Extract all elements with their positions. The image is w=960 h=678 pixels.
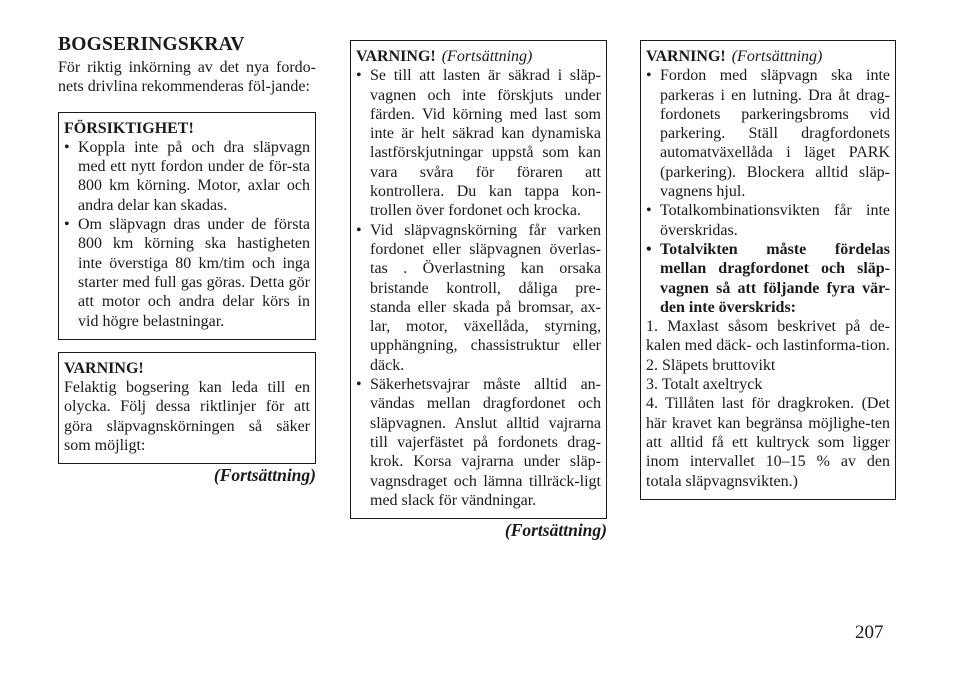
- numbered-item: 1. Maxlast såsom beskrivet på de-kalen med däck- och lastinforma-tion.: [646, 318, 890, 355]
- warning-bullet-bold: • Totalvikten måste fördelas mellan dragfordonet och släp-vagnen så att följande fyra vär-den inte överskrids:: [646, 240, 890, 317]
- warning-box: [58, 352, 316, 464]
- continued-label: (Fortsättning): [504, 520, 607, 541]
- warning-title: VARNING!: [64, 359, 144, 377]
- caution-box: [58, 112, 316, 340]
- numbered-item: 3. Totalt axeltryck: [646, 376, 763, 394]
- page-number: 207: [855, 622, 884, 643]
- warning-title: [356, 47, 601, 66]
- warning-box: [640, 40, 896, 500]
- warning-title: [646, 47, 890, 66]
- column-1: [58, 30, 316, 486]
- intro-paragraph: För riktig inkörning av det nya fordo-nets drivlina rekommenderas föl-jande:: [58, 59, 316, 96]
- warning-bullet: • Fordon med släpvagn ska inte parkeras i en lutning. Dra åt drag-fordonets parkeringsbroms vid parkering. Ställ dragfordonets automatväxellåda i läget PARK (parkering). Blockera alltid släp-vagnens hjul.: [646, 66, 890, 201]
- numbered-item: 4. Tillåten last för dragkroken. (Det här kravet kan begränsa möjlighe-ten att alltid få ett kultryck som ligger inom intervallet 10–15 % av den totala släpvagnsvikten.): [646, 395, 890, 490]
- warning-text: Felaktig bogsering kan leda till en olycka. Följ dessa riktlinjer för att göra släpvagnskörningen så säker som möjligt:: [64, 379, 310, 455]
- column-3: [640, 30, 896, 500]
- warning-title-continued: (Fortsättning): [731, 48, 823, 65]
- warning-title-continued: (Fortsättning): [441, 48, 533, 65]
- warning-box: [350, 40, 607, 519]
- warning-bullet: • Vid släpvagnskörning får varken fordonet eller släpvagnen överlas-tas . Överlastning kan orsaka bristande kontroll, dåliga pre-standa eller skada på bromsar, ax-lar, motor, växellåda, styrning, upphängning, chassistruktur eller däck.: [356, 221, 601, 375]
- warning-bullet: • Se till att lasten är säkrad i släp-vagnen och inte förskjuts under färden. Vid körning med last som inte är helt säkrad kan dynamiska lastförskjutningar uppstå som kan vara svåra för föraren att kontrollera. Du kan tappa kon-trollen över fordonet och krocka.: [356, 66, 601, 220]
- warning-bullet: • Säkerhetsvajrar måste alltid an-vändas mellan dragfordonet och släpvagnen. Anslut alltid vajrarna till vajerfästet på fordonets drag-krok. Korsa vajrarna under släp-vagnsdraget och lämna tillräck-ligt med slack för vändningar.: [356, 375, 601, 510]
- caution-title: FÖRSIKTIGHET!: [64, 119, 194, 137]
- warning-bullet: • Totalkombinationsvikten får inte överskridas.: [646, 201, 890, 240]
- warning-title-text: VARNING!: [646, 48, 726, 65]
- caution-bullet: • Koppla inte på och dra släpvagn med ett nytt fordon under de för-sta 800 km körning. Motor, axlar och andra delar kan skadas.: [64, 138, 310, 215]
- column-2: [350, 30, 607, 541]
- numbered-item: 2. Släpets bruttovikt: [646, 356, 776, 374]
- continued-label: (Fortsättning): [213, 465, 316, 486]
- warning-title-text: VARNING!: [356, 48, 436, 65]
- caution-bullet: • Om släpvagn dras under de första 800 km körning ska hastigheten inte överstiga 80 km/tim och inga starter med full gas göras. Detta gör att motor och andra delar körs in vid högre belastningar.: [64, 215, 310, 331]
- section-heading: BOGSERINGSKRAV: [58, 34, 245, 55]
